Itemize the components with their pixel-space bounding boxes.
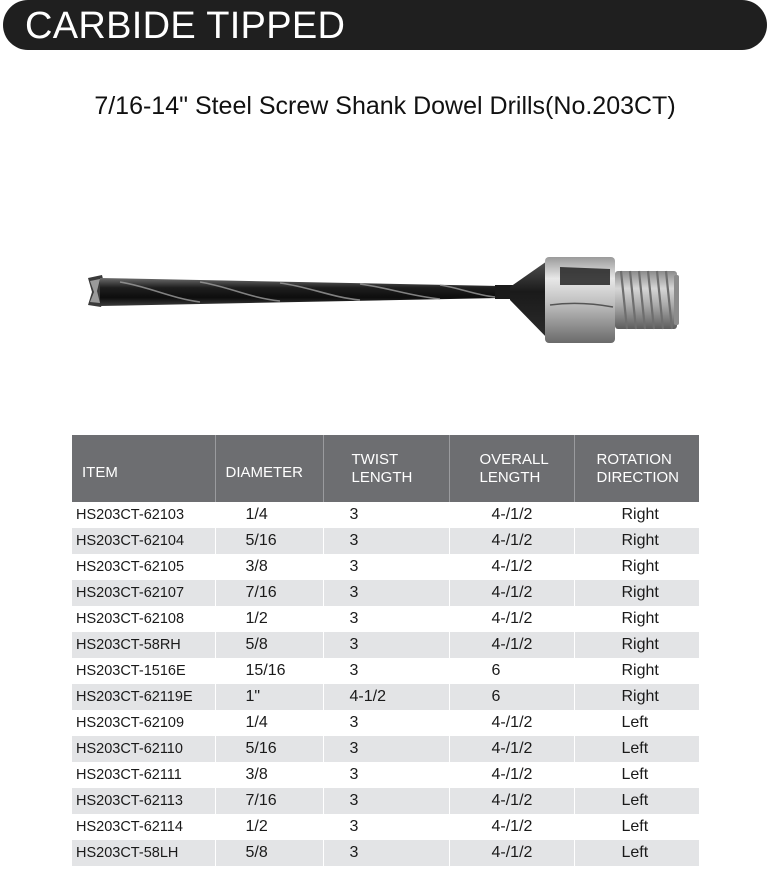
header-rotation-direction: ROTATION DIRECTION xyxy=(574,435,699,502)
cell-rotation: Left xyxy=(574,762,699,788)
cell-diameter: 1/2 xyxy=(215,606,323,632)
cell-overall-length: 4-/1/2 xyxy=(449,788,574,814)
table-row xyxy=(72,632,699,658)
cell-rotation: Right xyxy=(574,502,699,528)
cell-overall-length: 4-/1/2 xyxy=(449,814,574,840)
cell-diameter: 1/4 xyxy=(215,502,323,528)
drill-bit-image xyxy=(80,245,690,355)
cell-item: HS203CT-58LH xyxy=(72,840,215,866)
cell-diameter: 5/8 xyxy=(215,632,323,658)
table-row xyxy=(72,606,699,632)
cell-item: HS203CT-62107 xyxy=(72,580,215,606)
category-banner xyxy=(3,0,767,50)
table-row xyxy=(72,762,699,788)
cell-rotation: Left xyxy=(574,710,699,736)
cell-overall-length: 4-/1/2 xyxy=(449,736,574,762)
banner-title: CARBIDE TIPPED xyxy=(25,5,346,47)
cell-diameter: 1/4 xyxy=(215,710,323,736)
cell-item: HS203CT-62119E xyxy=(72,684,215,710)
header-diameter: DIAMETER xyxy=(215,435,323,502)
cell-twist-length: 3 xyxy=(323,502,449,528)
cell-diameter: 3/8 xyxy=(215,554,323,580)
cell-overall-length: 4-/1/2 xyxy=(449,580,574,606)
header-overall-length: OVERALL LENGTH xyxy=(449,435,574,502)
cell-diameter: 5/8 xyxy=(215,840,323,866)
cell-overall-length: 4-/1/2 xyxy=(449,528,574,554)
cell-item: HS203CT-62103 xyxy=(72,502,215,528)
cell-twist-length: 3 xyxy=(323,814,449,840)
table-row xyxy=(72,736,699,762)
cell-item: HS203CT-62108 xyxy=(72,606,215,632)
cell-item: HS203CT-62114 xyxy=(72,814,215,840)
cell-item: HS203CT-58RH xyxy=(72,632,215,658)
cell-diameter: 5/16 xyxy=(215,736,323,762)
cell-rotation: Right xyxy=(574,580,699,606)
cell-item: HS203CT-62109 xyxy=(72,710,215,736)
cell-overall-length: 4-/1/2 xyxy=(449,710,574,736)
cell-overall-length: 6 xyxy=(449,658,574,684)
product-title: 7/16-14" Steel Screw Shank Dowel Drills(No.203CT) xyxy=(94,92,676,120)
table-row xyxy=(72,840,699,866)
cell-rotation: Left xyxy=(574,814,699,840)
cell-rotation: Right xyxy=(574,528,699,554)
cell-twist-length: 3 xyxy=(323,658,449,684)
header-item: ITEM xyxy=(72,435,215,502)
table-row xyxy=(72,554,699,580)
cell-twist-length: 3 xyxy=(323,632,449,658)
cell-item: HS203CT-62113 xyxy=(72,788,215,814)
cell-item: HS203CT-1516E xyxy=(72,658,215,684)
cell-rotation: Right xyxy=(574,658,699,684)
cell-rotation: Left xyxy=(574,788,699,814)
cell-twist-length: 4-1/2 xyxy=(323,684,449,710)
cell-twist-length: 3 xyxy=(323,554,449,580)
cell-diameter: 1" xyxy=(215,684,323,710)
cell-rotation: Right xyxy=(574,632,699,658)
cell-diameter: 15/16 xyxy=(215,658,323,684)
cell-overall-length: 4-/1/2 xyxy=(449,554,574,580)
header-twist-length: TWIST LENGTH xyxy=(323,435,449,502)
cell-diameter: 1/2 xyxy=(215,814,323,840)
cell-item: HS203CT-62105 xyxy=(72,554,215,580)
cell-overall-length: 4-/1/2 xyxy=(449,502,574,528)
cell-twist-length: 3 xyxy=(323,736,449,762)
cell-rotation: Right xyxy=(574,554,699,580)
table-row xyxy=(72,502,699,528)
cell-item: HS203CT-62111 xyxy=(72,762,215,788)
cell-diameter: 5/16 xyxy=(215,528,323,554)
cell-twist-length: 3 xyxy=(323,606,449,632)
table-row xyxy=(72,580,699,606)
cell-twist-length: 3 xyxy=(323,528,449,554)
cell-diameter: 3/8 xyxy=(215,762,323,788)
spec-table xyxy=(72,435,700,866)
table-row xyxy=(72,814,699,840)
cell-twist-length: 3 xyxy=(323,762,449,788)
table-row xyxy=(72,528,699,554)
table-row xyxy=(72,788,699,814)
cell-overall-length: 6 xyxy=(449,684,574,710)
cell-rotation: Right xyxy=(574,684,699,710)
cell-overall-length: 4-/1/2 xyxy=(449,762,574,788)
cell-item: HS203CT-62110 xyxy=(72,736,215,762)
cell-diameter: 7/16 xyxy=(215,580,323,606)
table-header-row xyxy=(72,435,699,502)
cell-overall-length: 4-/1/2 xyxy=(449,606,574,632)
cell-overall-length: 4-/1/2 xyxy=(449,632,574,658)
table-row xyxy=(72,658,699,684)
cell-twist-length: 3 xyxy=(323,710,449,736)
cell-item: HS203CT-62104 xyxy=(72,528,215,554)
cell-twist-length: 3 xyxy=(323,788,449,814)
table-row xyxy=(72,710,699,736)
table-row xyxy=(72,684,699,710)
cell-diameter: 7/16 xyxy=(215,788,323,814)
cell-twist-length: 3 xyxy=(323,840,449,866)
cell-rotation: Left xyxy=(574,736,699,762)
cell-overall-length: 4-/1/2 xyxy=(449,840,574,866)
cell-rotation: Right xyxy=(574,606,699,632)
cell-twist-length: 3 xyxy=(323,580,449,606)
cell-rotation: Left xyxy=(574,840,699,866)
